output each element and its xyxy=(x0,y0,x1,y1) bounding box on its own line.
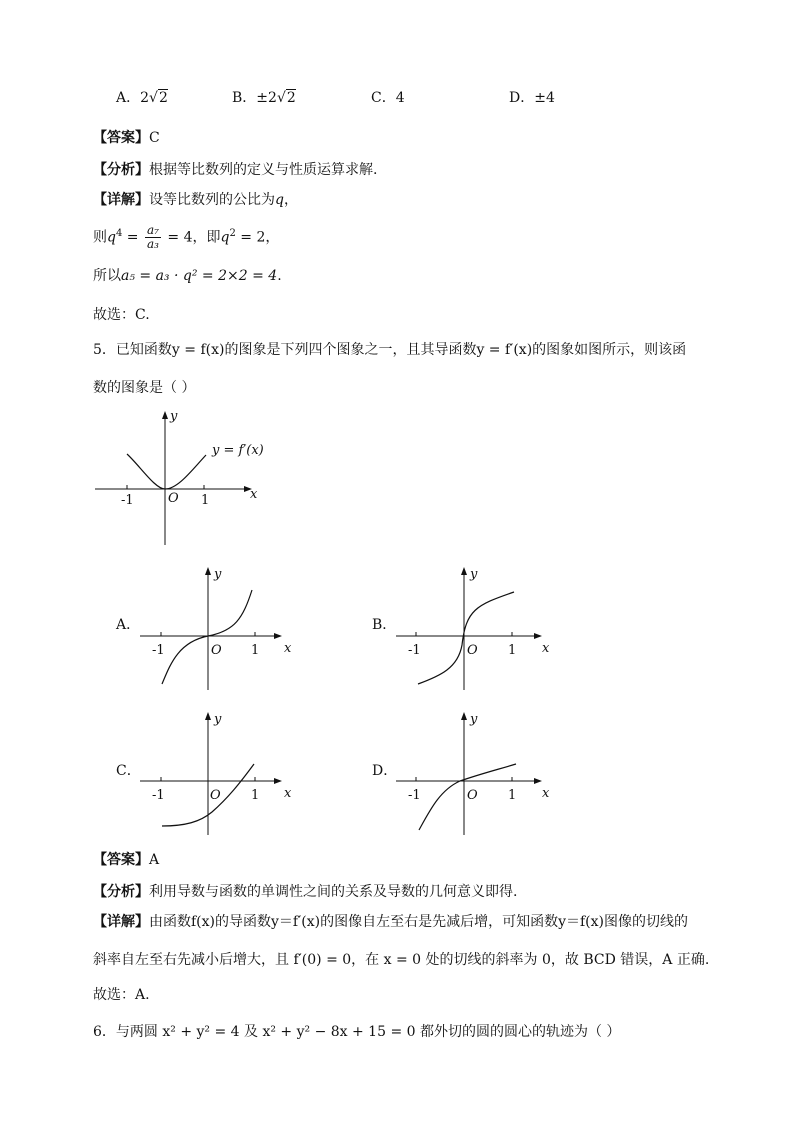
option-a-label: A． xyxy=(116,90,141,106)
q5-stem-2: 数的图象是（ ） xyxy=(93,380,196,396)
pos1-label: 1 xyxy=(251,788,260,803)
pos1-label: 1 xyxy=(251,643,260,658)
q6-stem: 6．与两圆 x² + y² = 4 及 x² + y² − 8x + 15 = 0 都外切的圆的圆心的轨迹为（ ） xyxy=(93,1024,621,1040)
choice-b-label: B． xyxy=(372,617,397,633)
x-label: x xyxy=(284,786,292,801)
pos1-label: 1 xyxy=(508,788,517,803)
neg1-label: -1 xyxy=(121,493,134,508)
analysis-text: 根据等比数列的定义与性质运算求解. xyxy=(149,162,378,178)
origin-label: O xyxy=(467,788,478,803)
punct: ， xyxy=(283,192,298,208)
answer-value: A xyxy=(149,852,160,868)
sqrt-sign: √ xyxy=(276,90,286,106)
choice-d-label: D． xyxy=(372,763,398,779)
detail-tag: 【详解】 xyxy=(93,914,149,930)
detail-pre: 所以 xyxy=(93,268,121,284)
option-b-label: B． xyxy=(232,90,257,106)
q5-detail-1 xyxy=(93,912,688,932)
q5-conclusion: 故选：A. xyxy=(93,987,150,1003)
detail-pre: 则 xyxy=(93,229,107,246)
origin-label: O xyxy=(210,788,221,803)
detail-text: 由函数f(x)的导函数y＝f′(x)的图像自左至右是先减后增，可知函数y＝f(x)图像的切线的 xyxy=(149,914,688,930)
pos1-label: 1 xyxy=(201,493,210,508)
x-label: x xyxy=(250,487,258,502)
pos1-label: 1 xyxy=(508,643,517,658)
analysis-tag: 【分析】 xyxy=(93,162,149,178)
fraction-denominator: a₃ xyxy=(146,237,159,252)
neg1-label: -1 xyxy=(152,788,165,803)
detail-end: = 2， xyxy=(235,229,280,246)
y-axis-arrow xyxy=(461,712,467,720)
detail-text: 设等比数列的公比为 xyxy=(149,192,275,208)
option-a-radicand: 2 xyxy=(158,90,168,106)
analysis-tag: 【分析】 xyxy=(93,884,149,900)
exponent: 4 xyxy=(115,228,123,239)
x-axis-arrow xyxy=(534,778,542,784)
option-a-coef: 2 xyxy=(140,90,150,106)
detail-mid: = 4，即 xyxy=(162,229,221,246)
answer-value: C xyxy=(149,130,160,146)
y-label: y xyxy=(214,712,222,727)
x-label: x xyxy=(542,786,550,801)
exponent: 2 xyxy=(229,228,236,239)
q5-detail-2: 斜率自左至右先减小后增大，且 f′(0) = 0，在 x = 0 处的切线的斜率为 0，故 BCD 错误，A 正确. xyxy=(93,952,710,968)
origin-label: O xyxy=(211,643,222,658)
curve-label: y = f′(x) xyxy=(212,443,264,458)
q5-answer xyxy=(93,850,159,870)
neg1-label: -1 xyxy=(152,643,165,658)
y-label: y xyxy=(470,567,478,582)
detail-end: . xyxy=(277,268,282,284)
y-label: y xyxy=(470,712,478,727)
option-c: C．4 xyxy=(371,90,405,106)
origin-label: O xyxy=(168,491,179,506)
sqrt-sign: √ xyxy=(149,90,158,106)
origin-label: O xyxy=(467,643,478,658)
x-label: x xyxy=(284,641,292,656)
neg1-label: -1 xyxy=(408,643,421,658)
x-label: x xyxy=(542,641,550,656)
option-b-coef: ±2 xyxy=(256,90,277,106)
q5-analysis xyxy=(93,882,517,902)
answer-tag: 【答案】 xyxy=(93,130,149,146)
equals: = xyxy=(122,229,143,246)
option-d: D．±4 xyxy=(509,90,555,106)
choice-a-label: A． xyxy=(116,617,141,633)
y-label: y xyxy=(170,409,178,424)
option-b-radicand: 2 xyxy=(286,90,296,106)
fraction-numerator: a₇ xyxy=(146,223,159,238)
detail-tag: 【详解】 xyxy=(93,192,149,208)
var-q: q xyxy=(107,229,116,246)
var-q: q xyxy=(220,229,230,246)
neg1-label: -1 xyxy=(408,788,421,803)
analysis-text: 利用导数与函数的单调性之间的关系及导数的几何意义即得. xyxy=(149,884,518,900)
detail-expression: a₅ = a₃ · q² = 2×2 = 4 xyxy=(121,268,278,284)
q4-conclusion: 故选：C. xyxy=(93,307,150,323)
answer-tag: 【答案】 xyxy=(93,852,149,868)
var-q: q xyxy=(275,192,284,208)
y-label: y xyxy=(214,567,222,582)
q5-stem-1: 5．已知函数y = f(x)的图象是下列四个图象之一，且其导函数y = f′(x)的图象如图所示，则该函 xyxy=(93,342,687,358)
choice-c-label: C． xyxy=(116,763,141,779)
